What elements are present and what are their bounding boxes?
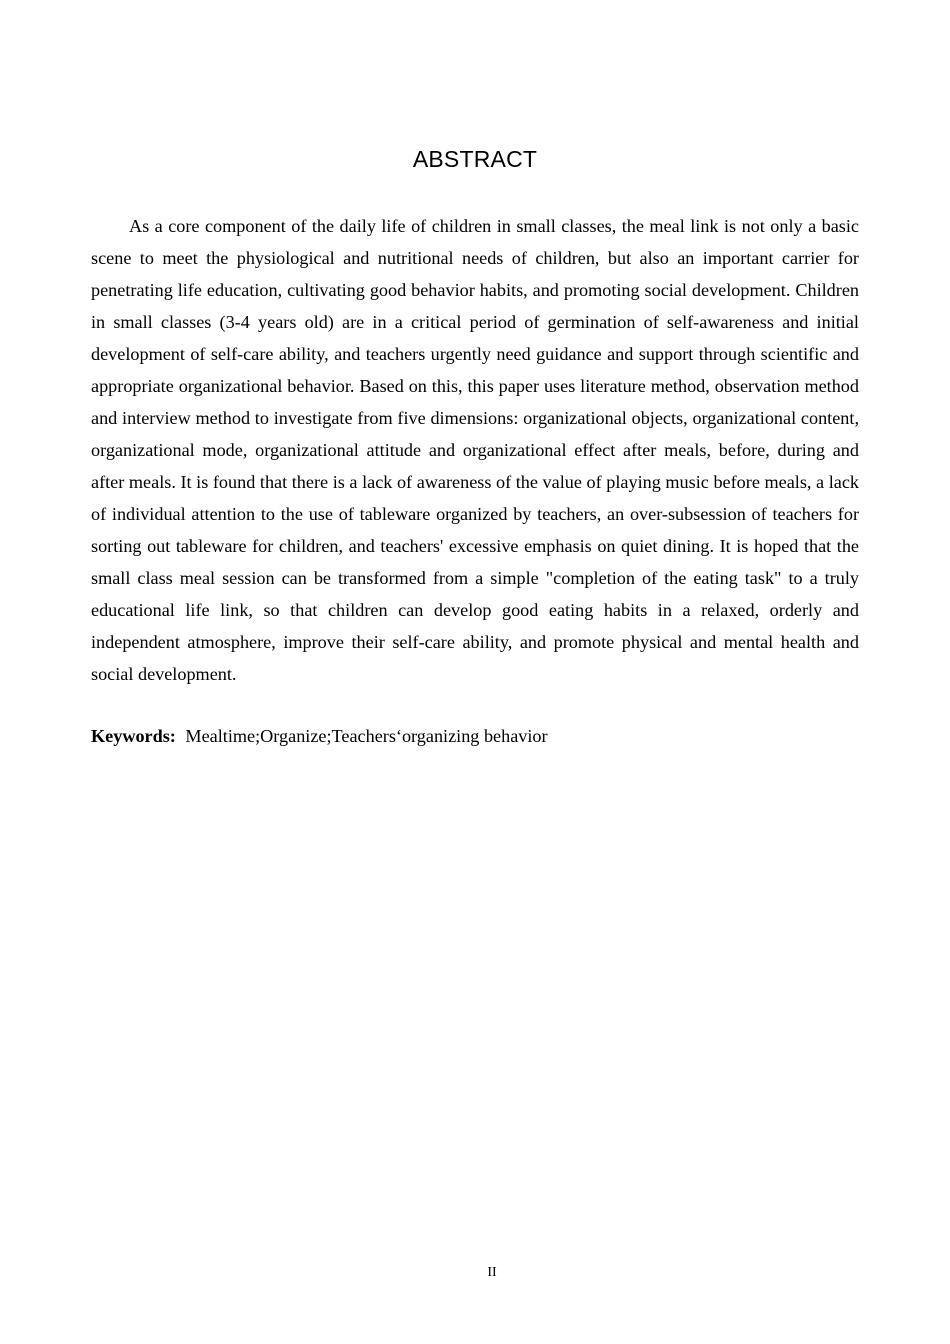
page-number: II — [487, 1265, 497, 1280]
keywords-line — [91, 720, 859, 752]
keywords-value: Mealtime;Organize;Teachers‘organizing behavior — [185, 726, 548, 746]
abstract-body: As a core component of the daily life of children in small classes, the meal link is not only a basic scene to meet the physiological and nutritional needs of children, but also an important carrier for penetrating life education, cultivating good behavior habits, and promoting social development. Children in small classes (3-4 years old) are in a critical period of germination of self-awareness and initial development of self-care ability, and teachers urgently need guidance and support through scientific and appropriate organizational behavior. Based on this, this paper uses literature method, observation method and interview method to investigate from five dimensions: organizational objects, organizational content, organizational mode, organizational attitude and organizational effect after meals, before, during and after meals. It is found that there is a lack of awareness of the value of playing music before meals, a lack of individual attention to the use of tableware organized by teachers, an over-subsession of teachers for sorting out tableware for children, and teachers' excessive emphasis on quiet dining. It is hoped that the small class meal session can be transformed from a simple "completion of the eating task" to a truly educational life link, so that children can develop good eating habits in a relaxed, orderly and independent atmosphere, improve their self-care ability, and promote physical and mental health and social development. — [91, 216, 859, 684]
keywords-label: Keywords: — [91, 726, 176, 746]
abstract-title: ABSTRACT — [412, 146, 538, 172]
